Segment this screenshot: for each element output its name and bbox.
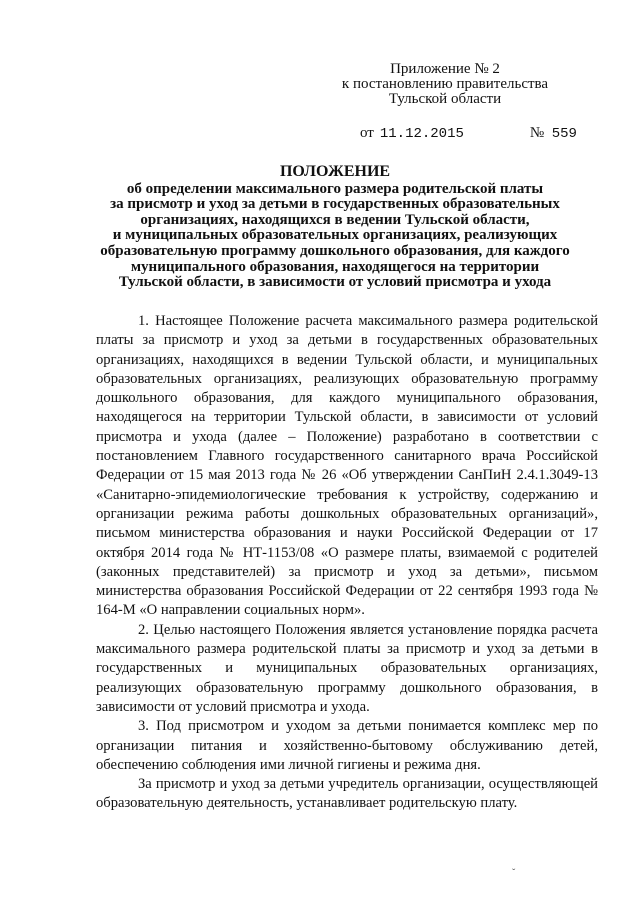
- paragraph-4: За присмотр и уход за детьми учредитель организации, осуществляющей образовательную деятельность, устанавливает родительскую плату.: [96, 776, 598, 812]
- from-label: от: [360, 125, 374, 141]
- paragraph-1: 1. Настоящее Положение расчета максимального размера родительской платы за присмотр и уход за детьми в государственных образовательных организациях, находящихся в ведении Тульской области, и муниципальных образовательных организациях, реализующих образовательную программу дошкольного образования, для каждого муниципального образования, находящегося на территории Тульской области, в зависимости от условий присмотра и ухода (далее – Положение) разработано в соответствии с постановлением Главного государственного санитарного врача Российской Федерации от 15 мая 2013 года № 26 «Об утверждении СанПиН 2.4.1.3049-13 «Санитарно-эпидемиологические требования к устройству, содержанию и организации режима работы дошкольных образовательных организаций», письмом министерства образования и науки Российской Федерации от 17 октября 2014 года № НТ-1153/08 «О размере платы, взимаемой с родителей (законных представителей) за присмотр и уход за детьми», письмом министерства образования Российской Федерации от 22 сентября 1993 года № 164-М «О направлении социальных норм».: [96, 313, 598, 619]
- document-title: [80, 164, 590, 291]
- resolution-number: 559: [551, 126, 577, 142]
- appendix-line-1: Приложение № 2: [390, 61, 500, 77]
- appendix-line-3: Тульской области: [388, 91, 502, 107]
- title-line: об определении максимального размера родительской платы: [126, 180, 544, 197]
- title-line: образовательную программу дошкольного образования, для каждого: [100, 242, 570, 259]
- resolution-date: 11.12.2015: [379, 126, 464, 142]
- paragraph-2: 2. Целью настоящего Положения является установление порядка расчета максимального размера родительской платы за присмотр и уход за детьми в государственных и муниципальных образовательных организациях, реализующих образовательную программу дошкольного образования, в зависимости от условий присмотра и ухода.: [96, 621, 598, 715]
- title-heading: ПОЛОЖЕНИЕ: [279, 163, 391, 180]
- title-line: организациях, находящихся в ведении Тульской области,: [140, 211, 530, 228]
- title-line: муниципального образования, находящегося на территории: [130, 258, 540, 275]
- document-body: [96, 312, 598, 814]
- title-line: и муниципальных образовательных организациях, реализующих: [112, 227, 558, 244]
- resolution-reference: [360, 125, 577, 142]
- number-label: №: [529, 125, 545, 141]
- title-line: Тульской области, в зависимости от условий присмотра и ухода: [118, 274, 552, 291]
- appendix-header: [330, 62, 560, 107]
- appendix-line-2: к постановлению правительства: [341, 76, 549, 92]
- paragraph-3: 3. Под присмотром и уходом за детьми понимается комплекс мер по организации питания и хозяйственно-бытовому обслуживанию детей, обеспечению соблюдения ими личной гигиены и режима дня.: [96, 718, 598, 773]
- title-line: за присмотр и уход за детьми в государственных образовательных: [110, 196, 560, 213]
- scan-speck: ˇ: [512, 868, 516, 879]
